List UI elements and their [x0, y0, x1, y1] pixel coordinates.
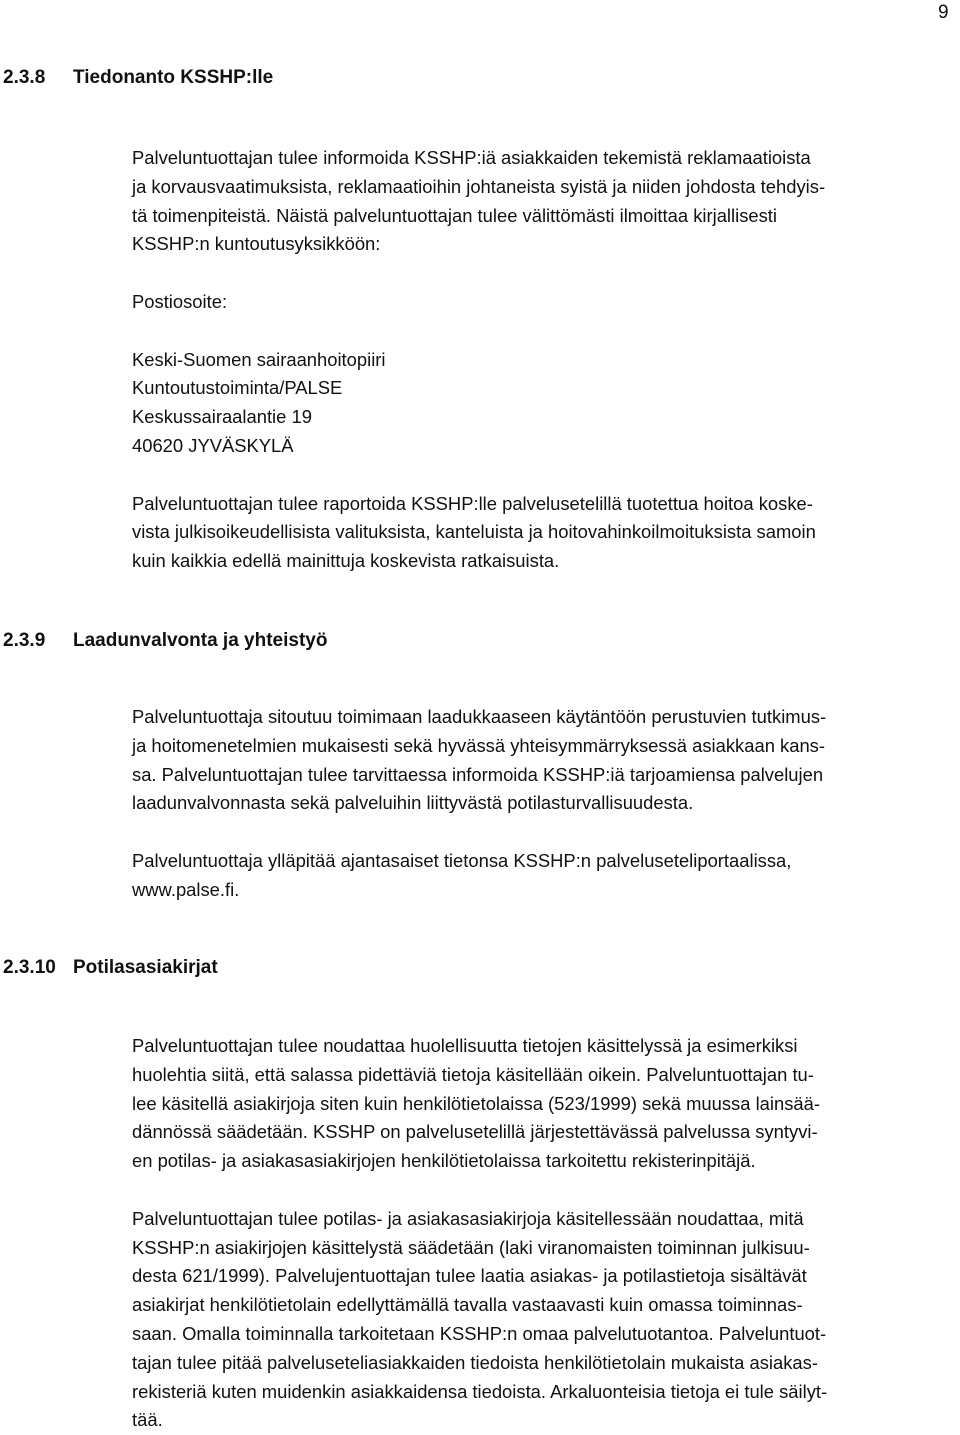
paragraph-line: www.palse.fi.	[132, 878, 240, 900]
page-number: 9	[938, 2, 949, 23]
section-number: 2.3.10	[3, 957, 56, 978]
section-title: Tiedonanto KSSHP:lle	[73, 67, 274, 88]
paragraph-line: saan. Omalla toiminnalla tarkoitetaan KSSHP:n omaa palvelutuotantoa. Palveluntuot-	[132, 1322, 827, 1344]
address-line: Keski-Suomen sairaanhoitopiiri	[132, 348, 386, 370]
section-heading-2-3-8	[3, 67, 273, 89]
section-body-2-3-9	[132, 703, 948, 905]
paragraph-line: Palveluntuottajan tulee raportoida KSSHP:lle palvelusetelillä tuotettua hoitoa koske-	[132, 492, 813, 514]
paragraph-line: asiakirjat henkilötietolain edellyttämällä tavalla vastaavasti kuin omassa toiminnas-	[132, 1294, 803, 1316]
paragraph-line: KSSHP:n kuntoutusyksikköön:	[132, 233, 381, 255]
paragraph-line: Palveluntuottaja sitoutuu toimimaan laadukkaaseen käytäntöön perustuvien tutkimus-	[132, 706, 827, 727]
paragraph-line: ja korvausvaatimuksista, reklamaatioihin johtaneista syistä ja niiden johdosta tehdyis-	[132, 175, 826, 197]
paragraph-line: rekisteriä kuten muidenkin asiakkaidensa tiedoista. Arkaluonteisia tietoja ei tule säilyt-	[132, 1380, 828, 1402]
paragraph-line: tää.	[132, 1409, 163, 1431]
postal-address-label: Postiosoite:	[132, 290, 228, 312]
paragraph-line: KSSHP:n asiakirjojen käsittelystä säädetään (laki viranomaisten toiminnan julkisuu-	[132, 1236, 810, 1258]
paragraph-line: Palveluntuottajan tulee potilas- ja asiakasasiakirjoja käsitellessään noudattaa, mitä	[132, 1207, 804, 1229]
paragraph-line: en potilas- ja asiakasasiakirjojen henkilötietolaissa tarkoitettu rekisterinpitäjä.	[132, 1150, 756, 1172]
paragraph-line: dännössä säädetään. KSSHP on palvelusetelillä järjestettävässä palvelussa syntyvi-	[132, 1121, 818, 1143]
address-line: Kuntoutustoiminta/PALSE	[132, 377, 343, 399]
paragraph-line: ja hoitomenetelmien mukaisesti sekä hyvässä yhteisymmärryksessä asiakkaan kans-	[132, 734, 825, 756]
section-number: 2.3.8	[3, 67, 46, 88]
paragraph-line: vista julkisoikeudellisista valituksista, kanteluista ja hoitovahinkoilmoituksista samoin	[132, 521, 816, 543]
section-number: 2.3.9	[3, 630, 46, 651]
paragraph-line: Palveluntuottajan tulee informoida KSSHP:iä asiakkaiden tekemistä reklamaatioista	[132, 147, 811, 168]
paragraph-line: Palveluntuottajan tulee noudattaa huolellisuutta tietojen käsittelyssä ja esimerkiksi	[132, 1035, 798, 1056]
section-heading-2-3-10	[3, 957, 218, 979]
paragraph-line: huolehtia siitä, että salassa pidettäviä tietoja käsitellään oikein. Palveluntuottajan tu-	[132, 1063, 814, 1085]
section-title: Potilasasiakirjat	[73, 957, 218, 978]
paragraph-line: Palveluntuottaja ylläpitää ajantasaiset tietonsa KSSHP:n palveluseteliportaalissa,	[132, 849, 792, 871]
section-body-2-3-10	[132, 1032, 948, 1435]
section-title: Laadunvalvonta ja yhteistyö	[73, 630, 328, 651]
paragraph-line: lee käsitellä asiakirjoja siten kuin henkilötietolaissa (523/1999) sekä muussa lainsää-	[132, 1092, 820, 1114]
paragraph-line: desta 621/1999). Palvelujentuottajan tulee laatia asiakas- ja potilastietoja sisältävät	[132, 1265, 807, 1287]
paragraph-line: tä toimenpiteistä. Näistä palveluntuottajan tulee välittömästi ilmoittaa kirjallisesti	[132, 204, 778, 226]
address-line: Keskussairaalantie 19	[132, 406, 312, 428]
section-heading-2-3-9	[3, 630, 327, 652]
paragraph-line: sa. Palveluntuottajan tulee tarvittaessa informoida KSSHP:iä tarjoamiensa palvelujen	[132, 763, 824, 785]
address-line: 40620 JYVÄSKYLÄ	[132, 434, 294, 456]
paragraph-line: kuin kaikkia edellä mainittuja koskevista ratkaisuista.	[132, 550, 560, 572]
paragraph-line: laadunvalvonnasta sekä palveluihin liittyvästä potilasturvallisuudesta.	[132, 792, 694, 814]
section-body-2-3-8	[132, 144, 948, 576]
paragraph-line: tajan tulee pitää palveluseteliasiakkaiden tiedoista henkilötietolain mukaista asiakas-	[132, 1351, 818, 1373]
